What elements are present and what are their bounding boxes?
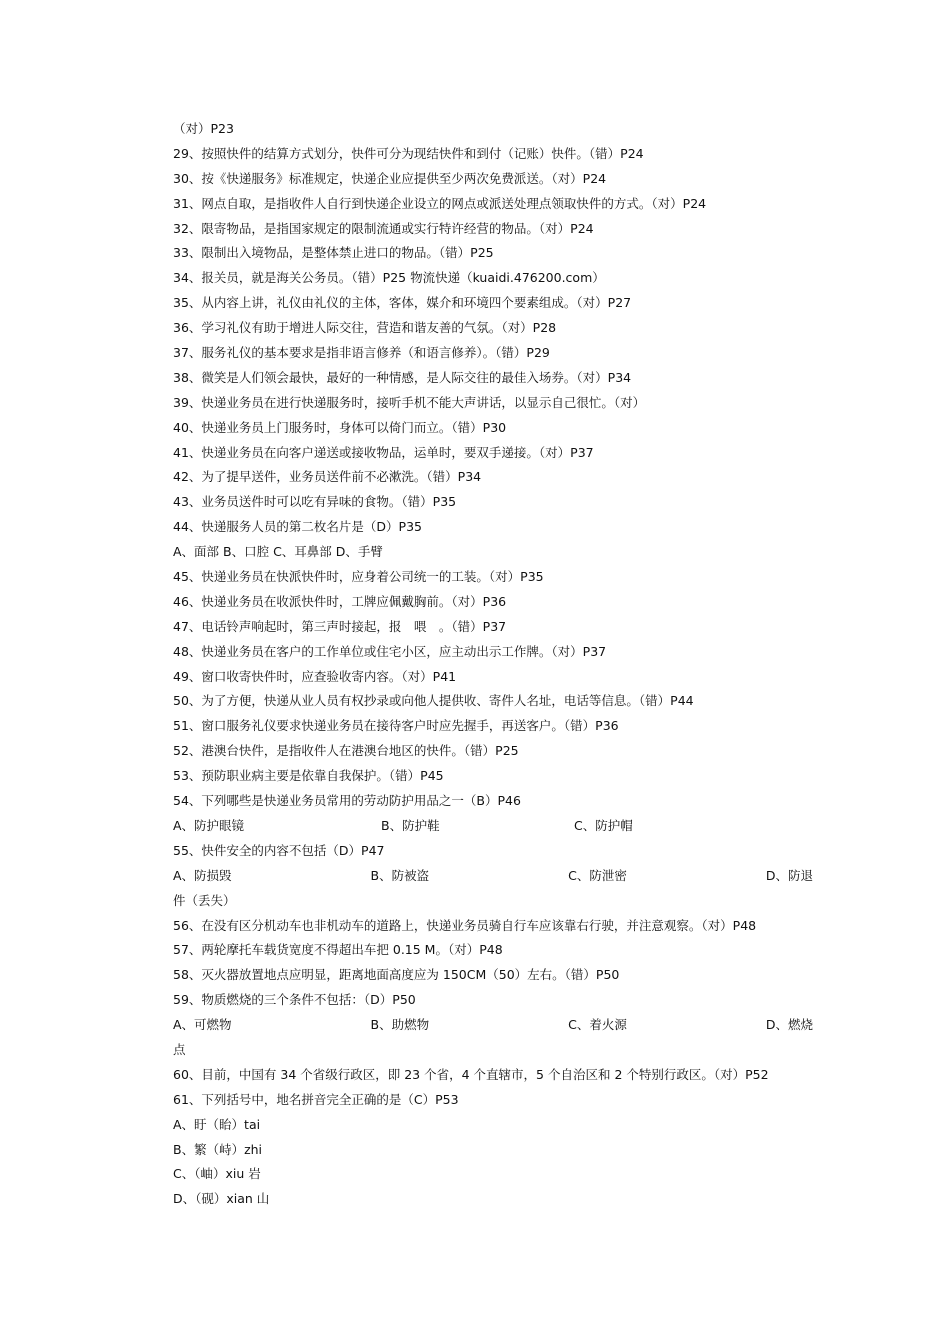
question-59-options <box>173 1013 813 1038</box>
question-61-option-d: D、（砚）xian 山 <box>173 1191 270 1207</box>
question-61-option-a: A、盱（眙）tai <box>173 1116 261 1132</box>
option-a: A、防损毁 <box>173 867 232 883</box>
question-46: 46、快递业务员在收派快件时，工牌应佩戴胸前。（对）P36 <box>173 593 507 609</box>
question-61: 61、下列括号中，地名拼音完全正确的是（C）P53 <box>173 1091 459 1107</box>
option-b: B、防护鞋 <box>381 817 440 833</box>
option-d: D、防退 <box>765 867 813 883</box>
question-52: 52、港澳台快件，是指收件人在港澳台地区的快件。（错）P25 <box>173 743 519 759</box>
question-56: 56、在没有区分机动车也非机动车的道路上，快递业务员骑自行车应该靠右行驶，并注意观察。（对）P48 <box>173 917 757 933</box>
question-47: 47、电话铃声响起时，第三声时接起，报 喂 。（错）P37 <box>173 618 507 634</box>
question-51: 51、窗口服务礼仪要求快递业务员在接待客户时应先握手，再送客户。（错）P36 <box>173 718 619 734</box>
question-55-options <box>173 864 813 889</box>
question-58: 58、灭火器放置地点应明显，距离地面高度应为 150CM（50）左右。（错）P50 <box>173 967 620 983</box>
option-c: C、着火源 <box>568 1017 627 1033</box>
option-a: A、防护眼镜 <box>173 817 245 833</box>
question-36: 36、学习礼仪有助于增进人际交往，营造和谐友善的气氛。（对）P28 <box>173 320 557 336</box>
question-60: 60、目前，中国有 34 个省级行政区，即 23 个省，4 个直辖市，5 个自治区和 2 个特别行政区。（对）P52 <box>173 1066 769 1082</box>
question-59-options-wrap: 点 <box>173 1041 186 1057</box>
question-48: 48、快递业务员在客户的工作单位或住宅小区，应主动出示工作牌。（对）P37 <box>173 643 607 659</box>
question-29: 29、按照快件的结算方式划分，快件可分为现结快件和到付（记账）快件。（错）P24 <box>173 145 644 161</box>
question-50: 50、为了方便，快递从业人员有权抄录或向他人提供收、寄件人名址，电话等信息。（错）P44 <box>173 693 694 709</box>
option-c: C、防泄密 <box>568 867 627 883</box>
question-42: 42、为了提早送件，业务员送件前不必漱洗。（错）P34 <box>173 469 482 485</box>
question-44-options: A、面部 B、口腔 C、耳鼻部 D、手臂 <box>173 544 383 560</box>
question-34: 34、报关员，就是海关公务员。（错）P25 物流快递（kuaidi.476200.com） <box>173 270 605 286</box>
option-c: C、防护帽 <box>574 817 633 833</box>
question-54: 54、下列哪些是快递业务员常用的劳动防护用品之一（B）P46 <box>173 793 521 809</box>
option-b: B、防被盗 <box>370 867 430 883</box>
question-41: 41、快递业务员在向客户递送或接收物品，运单时，要双手递接。（对）P37 <box>173 444 594 460</box>
question-39: 39、快递业务员在进行快递服务时，接听手机不能大声讲话，以显示自己很忙。（对） <box>173 394 646 410</box>
question-40: 40、快递业务员上门服务时，身体可以倚门而立。（错）P30 <box>173 419 507 435</box>
question-33: 33、限制出入境物品，是整体禁止进口的物品。（错）P25 <box>173 245 494 261</box>
question-38: 38、微笑是人们领会最快，最好的一种情感，是人际交往的最佳入场券。（对）P34 <box>173 369 632 385</box>
option-b: B、助燃物 <box>370 1017 430 1033</box>
question-55: 55、快件安全的内容不包括（D）P47 <box>173 842 385 858</box>
question-list <box>173 117 813 1212</box>
question-35: 35、从内容上讲，礼仪由礼仪的主体，客体，媒介和环境四个要素组成。（对）P27 <box>173 295 632 311</box>
question-61-option-b: B、繁（峙）zhi <box>173 1141 263 1157</box>
question-45: 45、快递业务员在快派快件时，应身着公司统一的工装。（对）P35 <box>173 569 544 585</box>
question-57: 57、两轮摩托车载货宽度不得超出车把 0.15 M。（对）P48 <box>173 942 503 958</box>
question-53: 53、预防职业病主要是依靠自我保护。（错）P45 <box>173 768 444 784</box>
option-a: A、可燃物 <box>173 1017 232 1033</box>
question-37: 37、服务礼仪的基本要求是指非语言修养（和语言修养）。（错）P29 <box>173 345 550 361</box>
question-30: 30、按《快递服务》标准规定，快递企业应提供至少两次免费派送。（对）P24 <box>173 170 607 186</box>
text-line: （对）P23 <box>173 121 234 136</box>
question-49: 49、窗口收寄快件时，应查验收寄内容。（对）P41 <box>173 668 457 684</box>
option-d: D、燃烧 <box>765 1017 813 1033</box>
question-32: 32、限寄物品，是指国家规定的限制流通或实行特许经营的物品。（对）P24 <box>173 220 594 236</box>
question-59: 59、物质燃烧的三个条件不包括：（D）P50 <box>173 992 416 1008</box>
question-43: 43、业务员送件时可以吃有异味的食物。（错）P35 <box>173 494 457 510</box>
question-44: 44、快递服务人员的第二枚名片是（D）P35 <box>173 519 422 535</box>
question-31: 31、网点自取，是指收件人自行到快递企业设立的网点或派送处理点领取快件的方式。（对）P24 <box>173 195 707 211</box>
question-55-options-wrap: 件（丢失） <box>173 892 236 908</box>
question-61-option-c: C、（岫）xiu 岩 <box>173 1166 261 1182</box>
question-54-options <box>173 814 813 839</box>
